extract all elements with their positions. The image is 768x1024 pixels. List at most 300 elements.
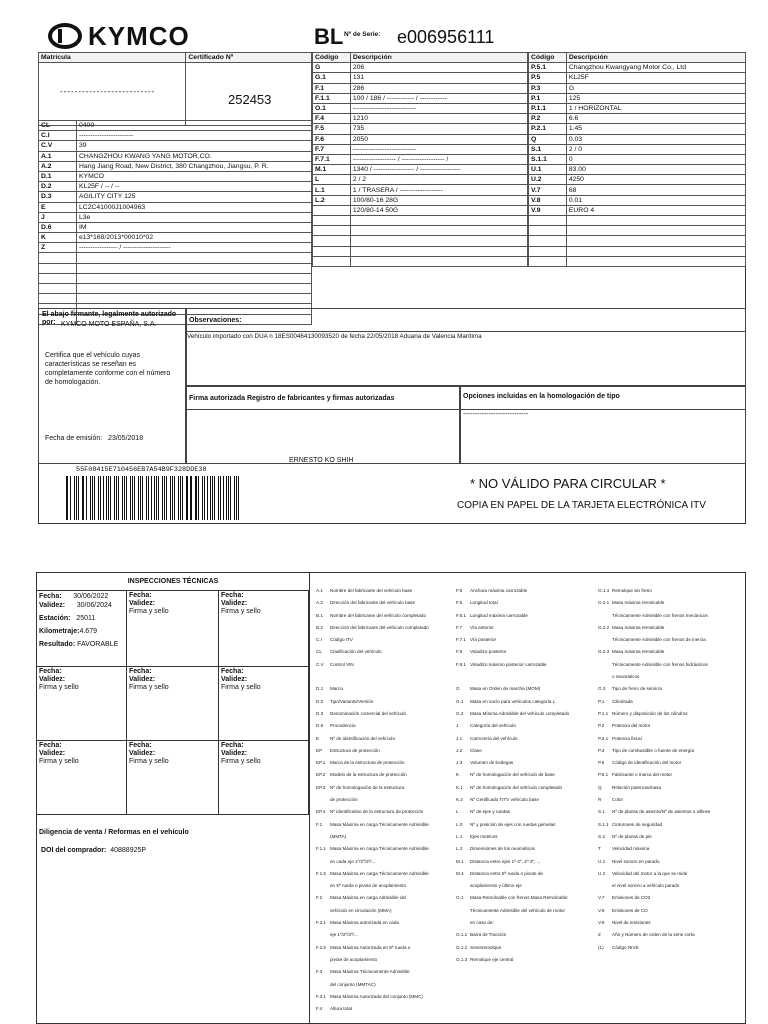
legend-code: O.2.2 (598, 624, 610, 630)
row-code: J (39, 212, 77, 222)
row-value: 206 (350, 63, 527, 73)
legend-item (598, 892, 710, 904)
legend-code: O.1.4 (598, 588, 610, 593)
legend-item (456, 671, 569, 683)
barcode-bar (210, 476, 211, 520)
legend-code: EP.3 (316, 784, 326, 790)
legend-item (456, 892, 569, 904)
table-row (529, 154, 746, 164)
row-value: ----------------- / --------------------- (77, 243, 312, 253)
legend-text: Color (612, 797, 623, 803)
table-row (313, 73, 528, 83)
empty-row (313, 216, 528, 226)
legend-code: F.1 (316, 821, 323, 827)
barcode-bar (67, 476, 68, 520)
legend-code: K (456, 772, 460, 778)
row-code (313, 205, 351, 215)
row-value: 1340 / ------------------ / ------------------ (350, 165, 527, 175)
table-row (529, 93, 746, 103)
legend-text: Masa en vacío para vehículos categoría L (470, 698, 556, 704)
row-code: P.5.1 (529, 63, 567, 73)
table-row (529, 114, 746, 124)
legend-code: F.3.1 (316, 993, 326, 999)
legend-code: P.2 (598, 723, 605, 729)
barcode-bar (86, 476, 87, 520)
legend-text: Modelo de la estructura de protección (330, 772, 407, 778)
legend-text: el nivel sonoro a vehículo parado (612, 883, 680, 889)
legend-item (598, 806, 710, 818)
legend-text: Nº Certificado TITV vehículo base (470, 797, 539, 803)
legend-item (316, 671, 429, 683)
mid-code-header: Código (313, 53, 351, 63)
row-value: Changzhou Kwangyang Motor Co., Ltd (566, 63, 745, 73)
barcode-bar (204, 476, 205, 520)
barcode-bar (238, 476, 239, 520)
legend-text: Anchura máxima carrozable (470, 588, 528, 593)
legend-item (598, 905, 710, 917)
legend-item (456, 856, 569, 868)
legend-code: V.8 (598, 907, 605, 913)
legend-item (456, 769, 569, 781)
legend-text: o neumáticos (612, 674, 640, 680)
legend-item (456, 819, 569, 831)
row-value: AGILITY CITY 125 (77, 192, 312, 202)
empty-row (313, 226, 528, 236)
row-code: P.5 (529, 73, 567, 83)
invalid-notice: * NO VÁLIDO PARA CIRCULAR * (470, 476, 666, 491)
legend-item (316, 905, 429, 917)
row-value: KL25F (566, 73, 745, 83)
right-desc-header: Descripción (566, 53, 745, 63)
legend-text: Tipo de freno de servicio (612, 686, 663, 692)
legend-code: O.1.1 (456, 932, 468, 938)
legend-text: Año y Número de orden de la serie corta (612, 932, 695, 938)
legend-code: EP (316, 747, 323, 753)
legend-item (316, 646, 429, 658)
legend-item (598, 683, 710, 695)
legend-item (598, 708, 710, 720)
legend-item (456, 610, 569, 622)
legend-item (598, 782, 710, 794)
legend-code: V.7 (598, 895, 605, 901)
row-code: L.2 (313, 195, 351, 205)
empty-cell (350, 226, 527, 236)
row-value: ---------------------------- (350, 144, 527, 154)
empty-cell (529, 236, 567, 246)
row-value: 83.00 (566, 165, 745, 175)
table-row (39, 233, 312, 243)
matricula-dashes: -------------------------- (60, 87, 156, 96)
barcode-bar (174, 476, 175, 520)
row-code: P.1.1 (529, 103, 567, 113)
legend-column-3 (598, 585, 710, 954)
legend-text: Potencia fiscal (612, 735, 642, 741)
company-name: KYMCO MOTO ESPAÑA, S.A. (61, 321, 157, 328)
legend-code: R (598, 797, 602, 803)
bl-title: BL (314, 24, 344, 49)
row-value: 6.6 (566, 114, 745, 124)
legend-text: Tipo/Variante/Versión (330, 698, 374, 704)
legend-code: O.2.1 (598, 600, 610, 606)
legend-item (316, 597, 429, 609)
inspection-cell (37, 591, 127, 667)
empty-cell (77, 294, 312, 304)
legend-item (456, 634, 569, 646)
legend-text: de protección (330, 797, 358, 803)
legend-code: J.1 (456, 735, 463, 741)
row-code: D.3 (39, 192, 77, 202)
row-value: 0.01 (566, 195, 745, 205)
legend-text: Semirremolque (470, 944, 502, 950)
row-value: Hang Jiang Road, New District, 380 Changzhou, Jiangsu, P. R. (77, 161, 312, 171)
legend-text: Cinturones de seguridad (612, 821, 663, 827)
legend-text: Emisiones de CO (612, 907, 648, 913)
legend-item (456, 905, 569, 917)
empty-cell (313, 236, 351, 246)
row-code: L (313, 175, 351, 185)
result: FAVORABLE (77, 641, 119, 648)
row-code: CL (39, 121, 77, 131)
row-value: ------------------------ (77, 131, 312, 141)
barcode-bar (114, 476, 115, 520)
row-value: LC2C41000J1004963 (77, 202, 312, 212)
legend-code: A.2 (316, 600, 323, 606)
table-row (313, 103, 528, 113)
legend-item (316, 757, 429, 769)
inspections-panel (36, 572, 310, 1024)
empty-cell (77, 284, 312, 294)
km: 4.679 (79, 628, 97, 635)
barcode-bar (106, 476, 107, 520)
barcode-bar (90, 476, 91, 520)
legend-code: T (598, 846, 601, 852)
row-code: E (39, 202, 77, 212)
empty-cell (313, 216, 351, 226)
serie-label: Nº de Serie: (344, 31, 381, 38)
legend-code: M.4 (456, 870, 464, 876)
legend-item (316, 720, 429, 732)
legend-code: O.1.3 (456, 956, 468, 962)
legend-code: L (456, 809, 459, 815)
row-value: 4250 (566, 175, 745, 185)
legend-text: Masa máxima remolcable (612, 600, 665, 606)
mid-desc-header: Descripción (350, 53, 527, 63)
legend-code: P.5.1 (598, 772, 609, 778)
legend-item (598, 597, 710, 609)
barcode (66, 476, 242, 520)
table-row (313, 93, 528, 103)
legend-item (598, 880, 710, 892)
empty-cell (529, 246, 567, 256)
inspection-cell: Fecha: Validez: Firma y sello (219, 741, 309, 815)
table-row (39, 182, 312, 192)
table-row (313, 175, 528, 185)
first-validity-row: Validez: 30/06/2024 (39, 602, 112, 609)
table-row (529, 144, 746, 154)
legend-text: Nº de homologación del vehículo completado (470, 784, 563, 790)
undersigned-box (38, 308, 186, 464)
barcode-bar (187, 476, 188, 520)
legend-code: B.2 (316, 624, 323, 630)
row-value: 0 (566, 154, 745, 164)
legend-code: S.2 (598, 833, 605, 839)
empty-row (39, 294, 312, 304)
row-value: 1.45 (566, 124, 745, 134)
legend-code: O.1.2 (456, 944, 468, 950)
issue-date: 23/05/2018 (108, 435, 144, 442)
legend-text: Volumen de bodegas (470, 760, 514, 766)
inspection-cell: Fecha: Validez: Firma y sello (219, 591, 309, 667)
barcode-bar (198, 476, 199, 520)
legend-item (316, 683, 429, 695)
legend-text: Masa Máxima autorizada en cada (330, 920, 399, 926)
row-code: D.1 (39, 171, 77, 181)
empty-cell (313, 226, 351, 236)
legend-item (316, 708, 429, 720)
legend-text: eje 1º/2º/3º/... (330, 932, 358, 938)
legend-item (456, 929, 569, 941)
legend-item (456, 782, 569, 794)
legend-code: P.2.1 (598, 735, 609, 741)
legend-item (316, 880, 429, 892)
row-value: 39 (77, 141, 312, 151)
legend-text: Velocidad máxima (612, 846, 650, 852)
legend-code: F.5 (456, 588, 463, 593)
empty-cell (39, 284, 77, 294)
codes-legend (310, 572, 746, 1024)
legend-code: CL (316, 649, 322, 655)
table-row (529, 185, 746, 195)
legend-item (316, 979, 429, 991)
legend-item (598, 622, 710, 634)
row-code: G (313, 63, 351, 73)
doi-label: DOI del comprador: 40888925P (41, 847, 147, 854)
table-row (529, 165, 746, 175)
legend-item (316, 843, 429, 855)
table-row (39, 212, 312, 222)
row-value: 100/80-16 28G (350, 195, 527, 205)
legend-item (598, 917, 710, 929)
legend-column-2 (456, 585, 569, 966)
legend-text: Potencia del motor (612, 723, 651, 729)
legend-item (598, 671, 710, 683)
legend-text: acoplamiento y último eje (470, 883, 522, 889)
legend-item (316, 733, 429, 745)
row-code: V.9 (529, 205, 567, 215)
table-row (39, 202, 312, 212)
row-value: IM (77, 222, 312, 232)
legend-item (598, 585, 710, 597)
legend-item (598, 610, 710, 622)
certificate-number: 252453 (228, 92, 272, 107)
empty-cell (39, 263, 77, 273)
table-row (313, 124, 528, 134)
doi-value: 40888925P (110, 847, 147, 854)
legend-text: Marca de la estructura de protección (330, 760, 405, 766)
legend-text: Técnicamente Admisible con frenos hidráulicos (612, 661, 708, 667)
certificado-header: Certificado Nº (186, 53, 312, 63)
legend-item (598, 745, 710, 757)
table-row (39, 243, 312, 253)
table-row (529, 205, 746, 215)
legend-text: Masa Máxima en carga Técnicamente Admisible (330, 846, 429, 852)
legend-code: P.1.1 (598, 710, 609, 716)
barcode-bar (82, 476, 83, 520)
legend-text: del conjunto (MMTAC) (330, 981, 376, 987)
table-row (313, 114, 528, 124)
diligence-label: Diligencia de venta / Reformas en el vehículo (39, 829, 189, 836)
options-value: ---------------------------- (463, 411, 529, 418)
legend-code: E (316, 735, 320, 741)
barcode-bar (228, 476, 229, 520)
legend-item (456, 917, 569, 929)
barcode-bar (74, 476, 75, 520)
serie-number: e006956111 (397, 27, 495, 47)
legend-item (598, 856, 710, 868)
empty-row (39, 284, 312, 294)
legend-text: Masa Máxima en carga Técnicamente Admisible (330, 870, 429, 876)
row-value: CHANGZHOU KWANG YANG MOTOR,CO. (77, 151, 312, 161)
legend-code: F.6 (456, 600, 463, 606)
barcode-bar (100, 476, 101, 520)
legend-item (598, 733, 710, 745)
row-code: V.8 (529, 195, 567, 205)
station: 25011 (76, 615, 96, 622)
empty-cell (566, 216, 745, 226)
legend-item (456, 868, 569, 880)
legend-text: Nivel de emisiones (612, 920, 651, 926)
table-row (529, 134, 746, 144)
legend-item (598, 696, 710, 708)
legend-code: J.3 (456, 760, 463, 766)
kymco-logo-icon (48, 23, 82, 49)
legend-text: Longitud máxima carrozable (470, 612, 528, 618)
first-date: 30/06/2022 (73, 593, 109, 600)
legend-text: Remolque eje central (470, 956, 514, 962)
legend-code: G.1 (456, 698, 464, 704)
row-code: C.I (39, 131, 77, 141)
table-row (529, 103, 746, 113)
legend-text: Remolque sin freno (612, 588, 652, 593)
empty-cell (529, 256, 567, 266)
legend-item (598, 831, 710, 843)
legend-item (456, 708, 569, 720)
legend-code: F.7 (456, 624, 463, 630)
legend-text: Voladizo máximo posterior carrozable (470, 661, 547, 667)
table-row (313, 205, 528, 215)
inspections-title: INSPECCIONES TÉCNICAS (37, 573, 309, 591)
legend-code: S.1.1 (598, 821, 609, 827)
legend-text: en 5ª rueda o pivote de acoplamiento (330, 883, 407, 889)
row-code: P.2.1 (529, 124, 567, 134)
legend-code: EP.1 (316, 760, 326, 766)
legend-text: Procedencia (330, 723, 356, 729)
row-code: F.5 (313, 124, 351, 134)
legend-item (316, 954, 429, 966)
legend-item (316, 794, 429, 806)
legend-code: B.1 (316, 612, 323, 618)
legend-text: Masa Remolcable con frenos Masa Remolcable (470, 895, 568, 901)
legend-text: Masa Máxima Técnicamente Admisible (330, 969, 410, 975)
legend-item (316, 831, 429, 843)
inspection-cell: Fecha: Validez: Firma y sello (127, 741, 219, 815)
legend-item (456, 831, 569, 843)
table-row (529, 195, 746, 205)
table-row (39, 141, 312, 151)
row-code: D.6 (39, 222, 77, 232)
legend-code: C.I (316, 637, 322, 643)
legend-text: pivote de acoplamiento (330, 956, 378, 962)
table-row (529, 63, 746, 73)
legend-text: Nº de ejes y ruedas (470, 809, 510, 815)
legend-text: Tipo de combustible o fuente de energía (612, 747, 695, 753)
legend-text: Masa en Orden de marcha (MOM) (470, 686, 541, 692)
inspection-cell: Fecha: Validez: Firma y sello (37, 667, 127, 741)
legend-item (598, 659, 710, 671)
legend-item (598, 929, 710, 941)
legend-item (456, 806, 569, 818)
table-row (529, 73, 746, 83)
row-code: P.3 (529, 83, 567, 93)
legend-code: M.1 (456, 858, 464, 864)
legend-code: F.1.1 (316, 846, 326, 852)
legend-text: Masa Máxima Autorizada en 5ª rueda o (330, 944, 411, 950)
legend-code: J.2 (456, 747, 463, 753)
right-data-table (528, 52, 746, 267)
inspection-cell: Fecha: Validez: Firma y sello (219, 667, 309, 741)
legend-text: en caso de: (470, 920, 494, 926)
legend-item (456, 683, 569, 695)
authorized-signature-label: Firma autorizada Registro de fabricantes y firmas autorizadas (189, 395, 395, 402)
empty-row (529, 226, 746, 236)
empty-cell (39, 294, 77, 304)
legend-text: Dirección del fabricante del vehículo completado (330, 624, 429, 630)
brand-name: KYMCO (88, 20, 190, 51)
legend-code: D.2 (316, 698, 324, 704)
undersigned-label: El abajo firmante, legalmente autorizado por: (42, 311, 177, 326)
row-value: 1 / HORIZONTAL (566, 103, 745, 113)
table-row (39, 151, 312, 161)
empty-row (39, 263, 312, 273)
barcode-bar (142, 476, 143, 520)
legend-code: F.8 (456, 649, 463, 655)
legend-text: Técnicamente Admisible con frenos de inercia (612, 637, 706, 643)
barcode-bar (220, 476, 221, 520)
legend-code: F.1.5 (316, 870, 326, 876)
empty-row (39, 253, 312, 263)
barcode-bar (218, 476, 219, 520)
row-code: F.4 (313, 114, 351, 124)
legend-text: Denominación comercial del vehículo (330, 710, 407, 716)
row-value: 2050 (350, 134, 527, 144)
legend-text: (MMTA) (330, 833, 347, 839)
empty-cell (566, 226, 745, 236)
empty-cell (529, 216, 567, 226)
options-box (460, 386, 746, 464)
station-row: Estación: 25011 (39, 615, 96, 622)
legend-text: Velocidad del motor a la que se mide (612, 870, 688, 876)
legend-code: C.V (316, 661, 324, 667)
legend-text: Nº de plazas de pie (612, 833, 652, 839)
signer-name: ERNESTO KO SHIH (289, 457, 354, 464)
empty-row (313, 256, 528, 266)
legend-text: Distancia entre 5ª rueda o pivote de (470, 870, 543, 876)
legend-text: Técnicamente Admisible con frenos mecánicos (612, 612, 708, 618)
legend-code: O.2.3 (598, 649, 610, 655)
legend-code: G (456, 686, 460, 692)
empty-row (529, 246, 746, 256)
legend-text: Masa Máxima en carga Técnicamente Admisible (330, 821, 429, 827)
